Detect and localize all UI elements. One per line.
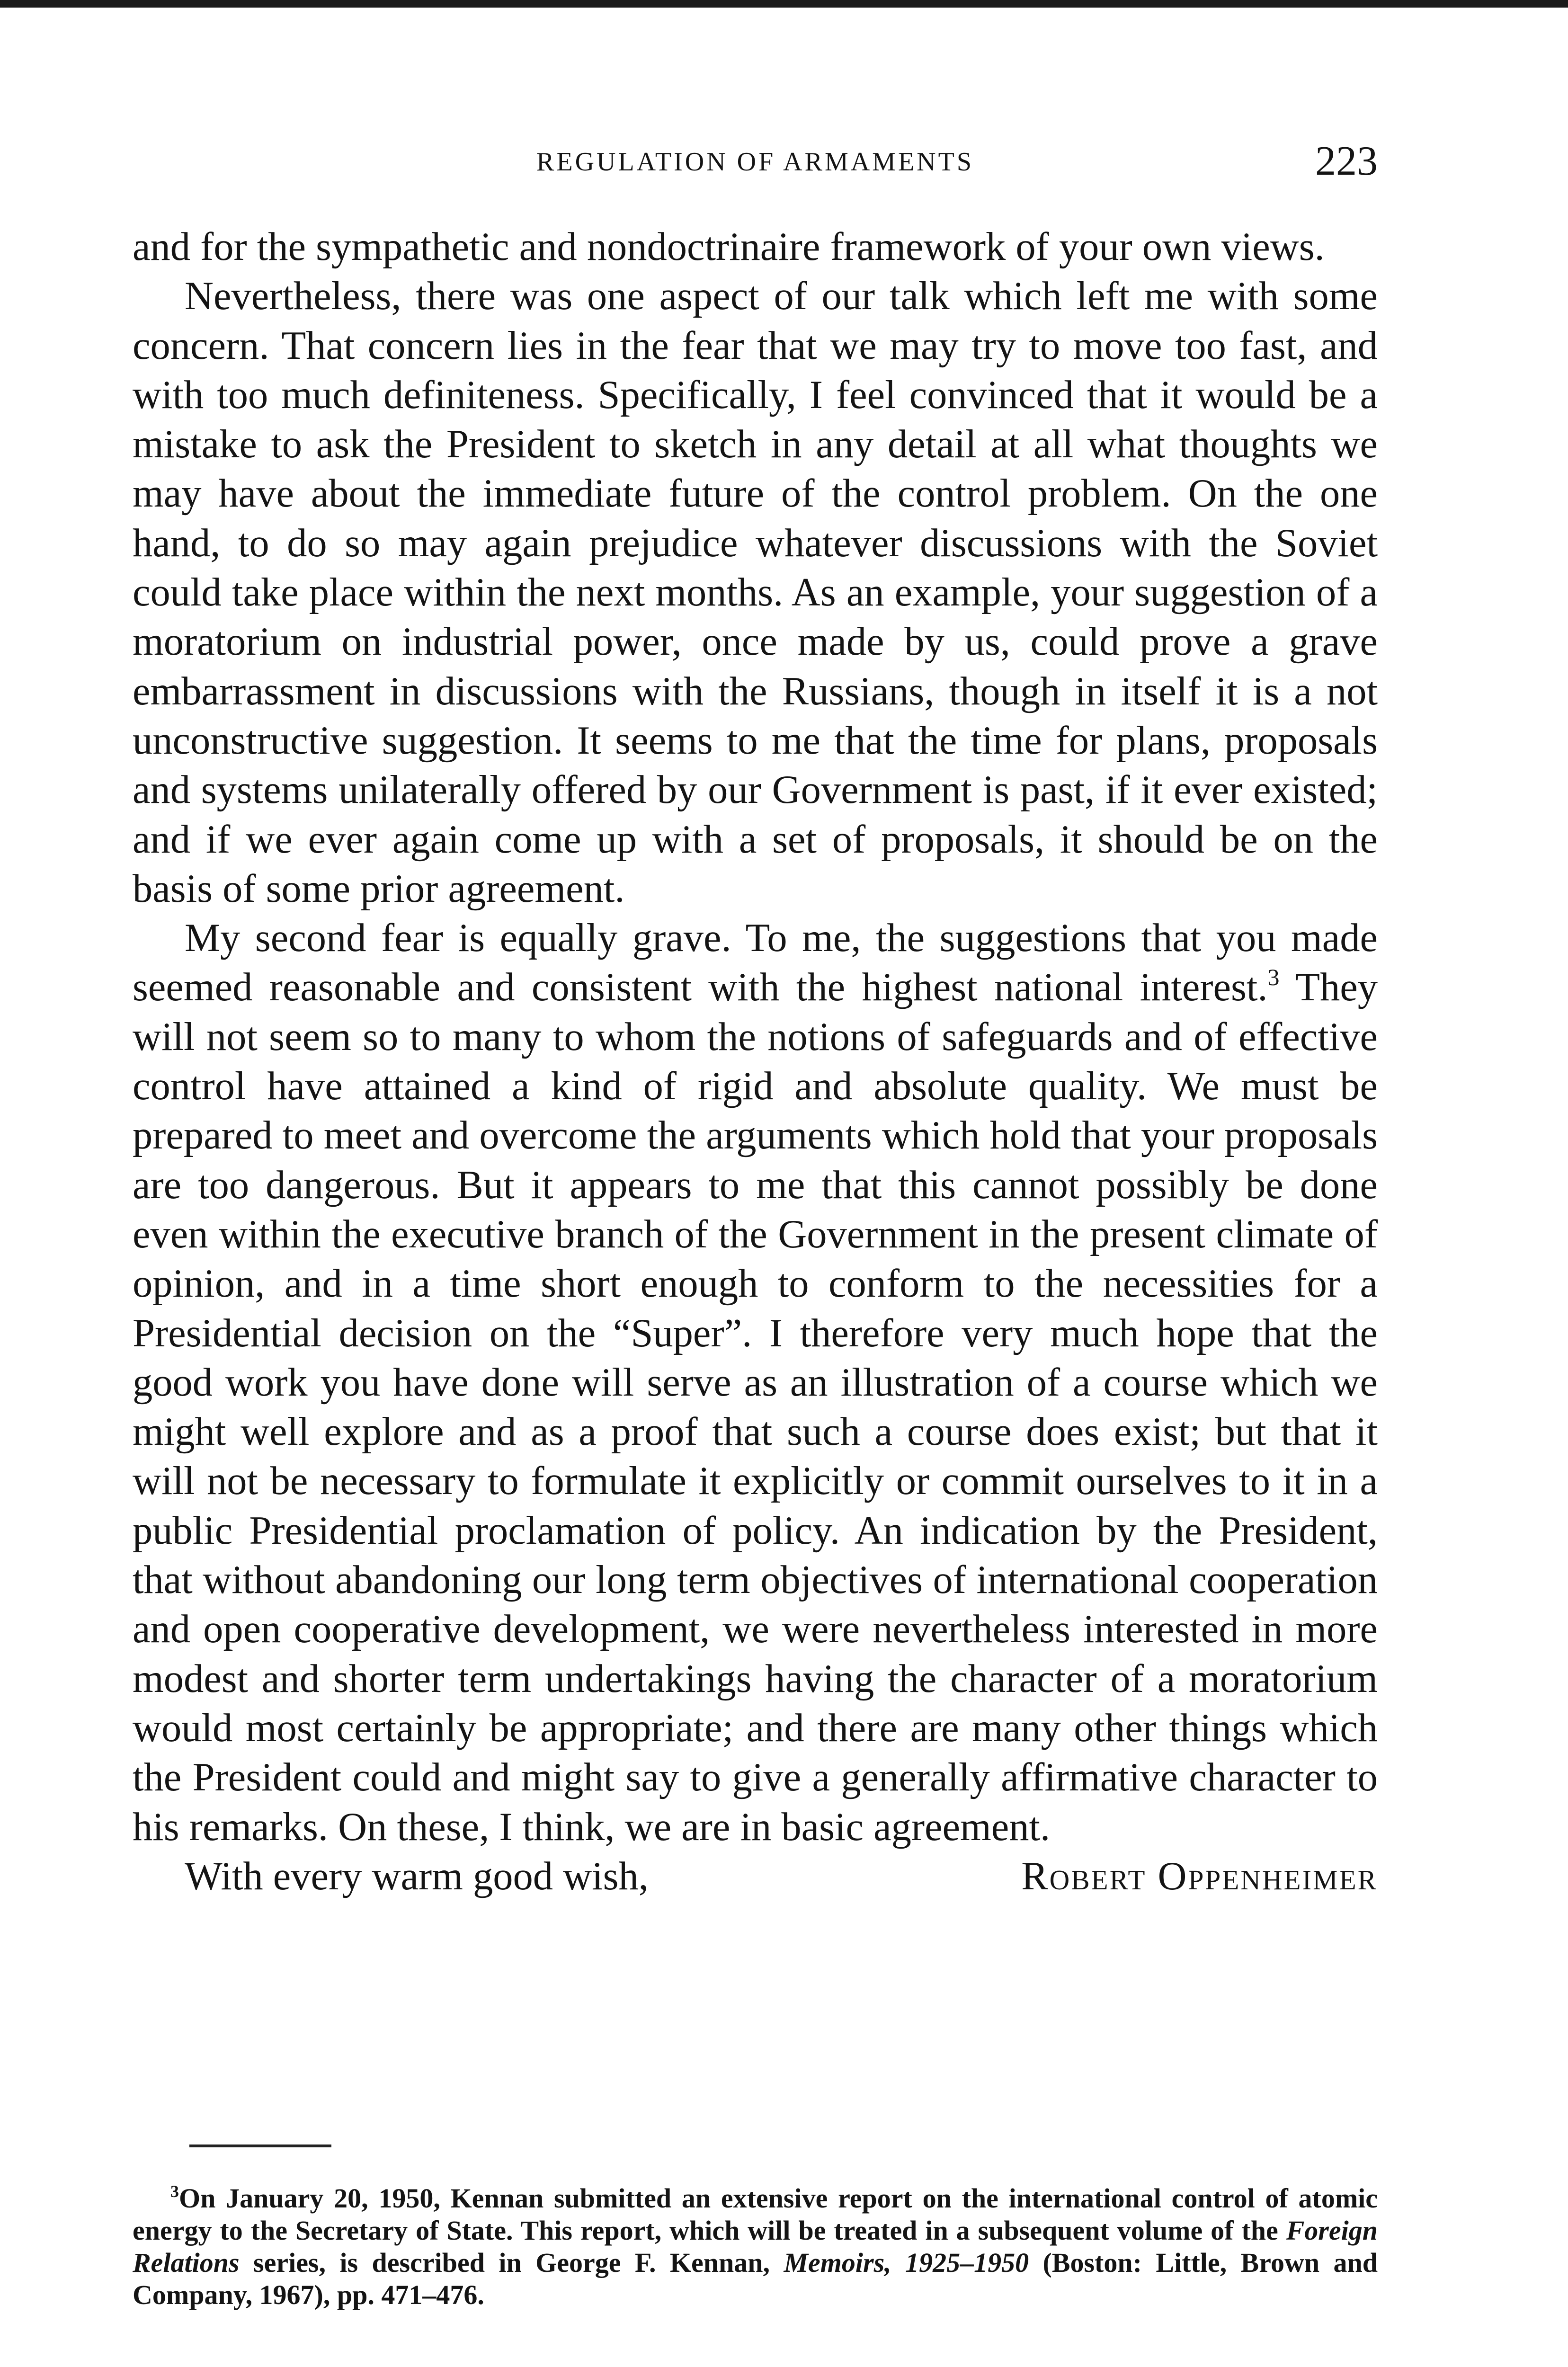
running-head: REGULATION OF ARMAMENTS — [536, 147, 974, 177]
footnote-text-c: (Boston: Little, Brown and Company, 1967), pp. 471–476. — [133, 2247, 1378, 2310]
footnote-italic-memoirs: Memoirs, 1925–1950 — [784, 2247, 1029, 2278]
scan-top-edge — [0, 0, 1568, 8]
footnote-divider — [189, 2145, 331, 2147]
footnote-text-a: On January 20, 1950, Kennan submitted an extensive report on the international control of atomic energy to the Secretary of State. This report, which will be treated in a subsequent volume of the — [133, 2183, 1378, 2246]
page-number: 223 — [1315, 138, 1378, 184]
paragraph-2: Nevertheless, there was one aspect of our talk which left me with some concern. That concern lies in the fear that we may try to move too fast, and with too much definiteness. Specifically, I feel convinced that it would be a mistake to ask the President to sketch in any detail at all what thoughts we may have about the immediate future of the control problem. On the one hand, to do so may again prejudice whatever discussions with the Soviet could take place within the next months. As an example, your suggestion of a moratorium on industrial power, once made by us, could prove a grave embarrassment in discussions with the Russians, though in itself it is a not unconstructive suggestion. It seems to me that the time for plans, proposals and systems unilaterally offered by our Government is past, if it ever existed; and if we ever again come up with a set of proposals, it should be on the basis of some prior agreement. — [133, 274, 1378, 911]
closing-salutation: With every warm good wish, — [185, 1854, 649, 1898]
paragraph-3-part-a: My second fear is equally grave. To me, the suggestions that you made seemed reasonable and consistent with the highest national interest. — [133, 916, 1378, 1010]
footnote-marker: 3 — [170, 2182, 179, 2201]
paragraph-3-part-b: They will not seem so to many to whom the notions of safeguards and of effective control have attained a kind of rigid and absolute quality. We must be prepared to meet and overcome the arguments which hold that your proposals are too dangerous. But it appears to me that this cannot possibly be done even within the executive branch of the Government in the present climate of opinion, and in a time short enough to conform to the necessities for a Presidential decision on the “Super”. I therefore very much hope that the good work you have done will serve as an illustration of a course which we might well explore and as a proof that such a course does exist; but that it will not be necessary to formulate it explicitly or commit ourselves to it in a public Presidential proclamation of policy. An indication by the President, that without abandoning our long term objectives of international cooperation and open cooperative development, we were nevertheless interested in more modest and shorter term undertakings having the character of a moratorium would most certainly be appropriate; and there are many other things which the President could and might say to give a generally affirmative character to his remarks. On these, I think, we are in basic agreement. — [133, 965, 1378, 1849]
paragraph-1: and for the sympathetic and nondoctrinaire framework of your own views. — [133, 225, 1325, 269]
page-header — [133, 137, 1378, 189]
footnote — [133, 2182, 1378, 2311]
letter-body — [133, 222, 1378, 1901]
closing-line — [133, 1852, 1378, 1901]
signature: Robert Oppenheimer — [1021, 1854, 1378, 1898]
footnote-text-b: series, is described in George F. Kennan, — [239, 2247, 784, 2278]
footnote-reference: 3 — [1267, 964, 1280, 991]
paragraph-3 — [133, 914, 1378, 1852]
footnote-italic-series: Foreign Relations — [133, 2215, 1378, 2278]
